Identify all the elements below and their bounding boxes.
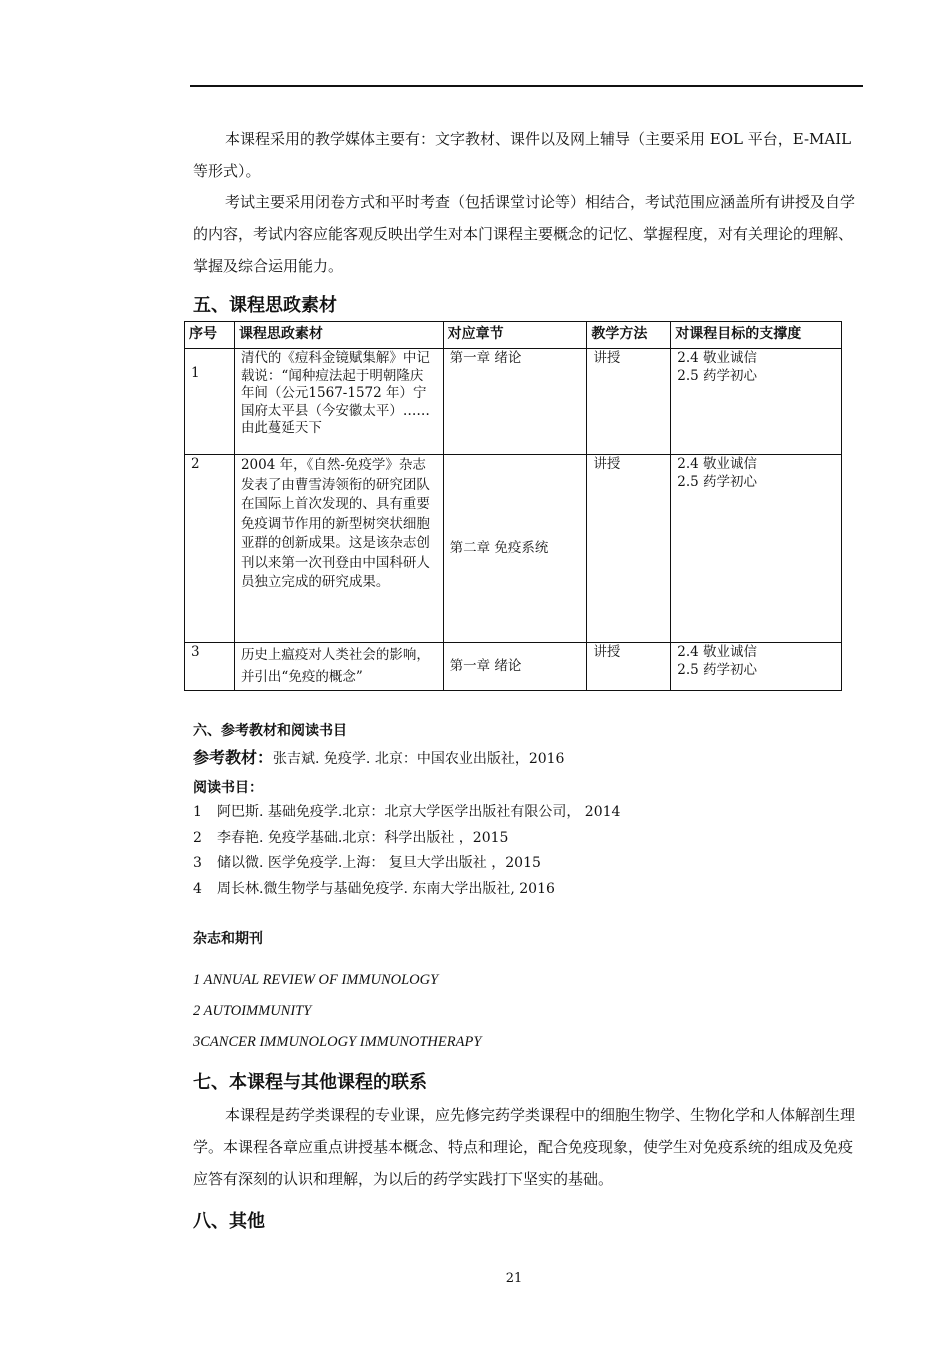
row-chapter: 第二章 免疫系统	[443, 455, 587, 643]
list-item-number: 4	[193, 880, 202, 897]
row-support	[671, 643, 842, 691]
row-method: 讲授	[587, 643, 671, 691]
exam-paragraph: 考试主要采用闭卷方式和平时考查（包括课堂讨论等）相结合，考试范围应涵盖所有讲授及自学的内容，考试内容应能客观反映出学生对本门课程主要概念的记忆、掌握程度，对有关理论的理解、掌握及综合运用能力。	[193, 193, 856, 275]
section7-paragraph: 本课程是药学类课程的专业课，应先修完药学类课程中的细胞生物学、生物化学和人体解剖生理学。本课程各章应重点讲授基本概念、特点和理论，配合免疫现象，使学生对免疫系统的组成及免疫应答有深刻的认识和理解，为以后的药学实践打下坚实的基础。	[193, 1106, 856, 1188]
row-support	[671, 455, 842, 643]
journal-item: 3CANCER IMMUNOLOGY IMMUNOTHERAPY	[193, 1034, 482, 1050]
list-item-number: 3	[193, 855, 202, 871]
reading-label: 阅读书目：	[193, 780, 263, 796]
textbook-line	[193, 745, 564, 768]
row-no: 1	[185, 349, 235, 455]
row-chapter: 第一章 绪论	[443, 643, 587, 691]
list-item	[193, 800, 620, 826]
row-no: 2	[185, 455, 235, 643]
header-chapter: 对应章节	[443, 322, 587, 349]
header-material: 课程思政素材	[234, 322, 443, 349]
support-item: 2.5 药学初心	[677, 473, 758, 490]
journal-item: 2 AUTOIMMUNITY	[193, 1003, 312, 1019]
row-method: 讲授	[587, 349, 671, 455]
list-item	[193, 877, 620, 903]
list-item-number: 1	[193, 804, 202, 820]
list-item-text: 周长林.微生物学与基础免疫学. 东南大学出版社, 2016	[217, 880, 555, 897]
list-item	[193, 851, 620, 877]
row-no: 3	[185, 643, 235, 691]
media-paragraph: 本课程采用的教学媒体主要有：文字教材、课件以及网上辅导（主要采用 EOL 平台，E-MAIL 等形式）。	[193, 130, 852, 180]
textbook-label: 参考教材：	[193, 748, 274, 767]
section7-heading: 七、本课程与其他课程的联系	[193, 1072, 427, 1093]
row-material: 2004 年，《自然-免疫学》杂志发表了由曹雪涛领衔的研究团队在国际上首次发现的、具有重要免疫调节作用的新型树突状细胞亚群的创新成果。这是该杂志创刊以来第一次刊登由中国科研人员独立完成的研究成果。	[234, 455, 443, 643]
header-support: 对课程目标的支撑度	[671, 322, 842, 349]
support-item: 2.4 敬业诚信	[677, 456, 758, 472]
journals-label: 杂志和期刊	[193, 931, 263, 947]
section5-heading: 五、课程思政素材	[193, 295, 337, 316]
row-material: 历史上瘟疫对人类社会的影响，并引出“免疫的概念”	[234, 643, 443, 691]
section8-heading: 八、其他	[193, 1211, 265, 1232]
table-row	[185, 349, 842, 455]
support-item: 2.5 药学初心	[677, 367, 758, 384]
ideology-table	[184, 321, 842, 691]
table-header-row	[185, 322, 842, 349]
header-no: 序号	[185, 322, 235, 349]
reading-list	[193, 800, 620, 902]
support-item: 2.5 药学初心	[677, 661, 758, 678]
support-item: 2.4 敬业诚信	[677, 350, 758, 366]
journal-item: 1 ANNUAL REVIEW OF IMMUNOLOGY	[193, 972, 439, 988]
row-method: 讲授	[587, 455, 671, 643]
header-method: 教学方法	[587, 322, 671, 349]
list-item	[193, 826, 620, 852]
textbook-text: 张吉斌. 免疫学. 北京：中国农业出版社，2016	[273, 751, 565, 767]
list-item-text: 储以微. 医学免疫学.上海： 复旦大学出版社 ，2015	[217, 855, 541, 871]
list-item-text: 阿巴斯. 基础免疫学.北京：北京大学医学出版社有限公司， 2014	[217, 804, 621, 820]
list-item-number: 2	[193, 829, 202, 846]
table-row	[185, 643, 842, 691]
section6-heading: 六、参考教材和阅读书目	[193, 723, 347, 739]
row-chapter: 第一章 绪论	[443, 349, 587, 455]
row-support	[671, 349, 842, 455]
list-item-text: 李春艳. 免疫学基础.北京：科学出版社 ，2015	[217, 829, 509, 846]
page-number: 21	[505, 1271, 523, 1286]
row-material: 清代的《痘科金镜赋集解》中记载说：“闻种痘法起于明朝隆庆年间（公元1567-1572 年）宁国府太平县（今安徽太平）……由此蔓延天下	[234, 349, 443, 455]
journal-list	[193, 965, 481, 1058]
header-rule	[190, 85, 863, 87]
support-item: 2.4 敬业诚信	[677, 644, 758, 660]
table-row	[185, 455, 842, 643]
